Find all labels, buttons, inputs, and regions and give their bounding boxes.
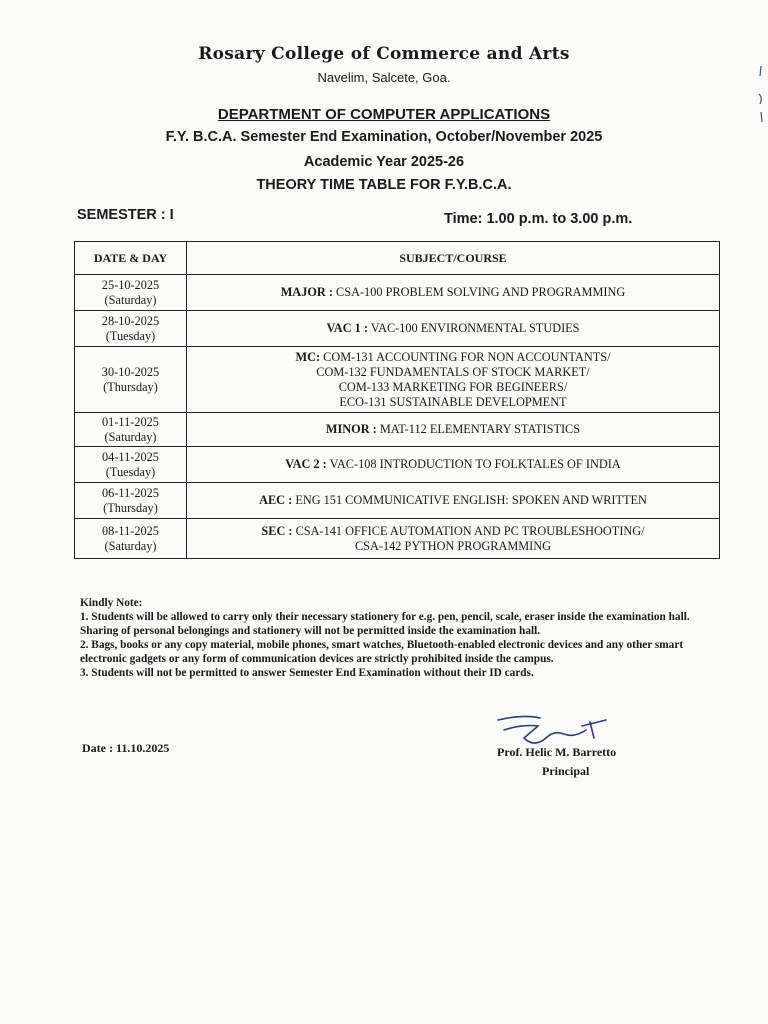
exam-time: Time: 1.00 p.m. to 3.00 p.m.: [444, 211, 633, 227]
row-date-cell: [75, 483, 187, 519]
row-subject-cell: [187, 483, 720, 519]
note-item-3: 3. Students will not be permitted to answer Semester End Examination without their ID cards.: [80, 667, 534, 679]
row-day: (Saturday): [104, 538, 157, 553]
subject-line: [190, 285, 716, 300]
header-subject: SUBJECT/COURSE: [187, 242, 720, 275]
subject-line: [190, 493, 716, 508]
subject-line: [190, 524, 716, 539]
signatory-designation: Principal: [542, 764, 590, 778]
table-row: [75, 483, 720, 519]
subject-line: [190, 395, 716, 410]
college-name: Rosary College of Commerce and Arts: [198, 44, 570, 64]
timetable-body: [75, 275, 720, 559]
row-day: (Saturday): [104, 292, 157, 307]
exam-title: F.Y. B.C.A. Semester End Examination, October/November 2025: [165, 129, 603, 145]
table-row: [75, 413, 720, 447]
course-title: ENG 151 COMMUNICATIVE ENGLISH: SPOKEN AND WRITTEN: [295, 493, 647, 507]
signatory-name: Prof. Helic M. Barretto: [497, 745, 617, 759]
course-title: COM-131 ACCOUNTING FOR NON ACCOUNTANTS/: [323, 349, 611, 364]
course-title: VAC-108 INTRODUCTION TO FOLKTALES OF INDIA: [329, 457, 621, 471]
department-title: DEPARTMENT OF COMPUTER APPLICATIONS: [217, 106, 551, 123]
course-title: MAT-112 ELEMENTARY STATISTICS: [379, 422, 581, 436]
subject-line: [190, 365, 716, 380]
note-item-1: 1. Students will be allowed to carry only their necessary stationery for e.g. pen, pencil, scale, eraser inside the examination hall. Sharing of personal belongings and stationery will not be permitted inside the examination hall.: [80, 611, 690, 637]
table-row: [75, 311, 720, 347]
row-date: 28-10-2025: [101, 313, 160, 328]
row-subject-cell: [187, 275, 720, 311]
course-title: COM-133 MARKETING FOR BEGINEERS/: [338, 379, 568, 394]
table-header-row: [75, 242, 720, 275]
row-day: (Tuesday): [105, 328, 156, 343]
subject-line: [190, 350, 716, 365]
course-title: CSA-141 OFFICE AUTOMATION AND PC TROUBLESHOOTING/: [295, 523, 645, 538]
table-row: [75, 275, 720, 311]
row-date-cell: [75, 275, 187, 311]
row-date: 06-11-2025: [102, 485, 159, 500]
header-date-day: DATE & DAY: [75, 242, 187, 275]
course-category: SEC :: [261, 523, 293, 538]
subject-line: [190, 380, 716, 395]
course-category: VAC 1 :: [326, 321, 368, 335]
subject-line: [190, 422, 716, 437]
row-date: 30-10-2025: [101, 364, 160, 379]
timetable-title: THEORY TIME TABLE FOR F.Y.B.C.A.: [256, 177, 512, 193]
course-title: COM-132 FUNDAMENTALS OF STOCK MARKET/: [316, 364, 590, 379]
row-day: (Tuesday): [105, 464, 156, 479]
timetable: [74, 241, 720, 559]
course-title: ECO-131 SUSTAINABLE DEVELOPMENT: [339, 394, 567, 409]
subject-line: [190, 321, 716, 336]
row-date-cell: [75, 347, 187, 413]
subject-line: [190, 539, 716, 554]
row-date-cell: [75, 447, 187, 483]
row-date-cell: [75, 519, 187, 559]
row-day: (Saturday): [104, 429, 157, 444]
issue-date: Date : 11.10.2025: [82, 741, 170, 755]
course-title: VAC-100 ENVIRONMENTAL STUDIES: [370, 321, 580, 335]
course-category: MAJOR :: [280, 285, 333, 299]
course-title: CSA-100 PROBLEM SOLVING AND PROGRAMMING: [336, 285, 626, 299]
margin-ink-mark-icon: [756, 64, 766, 124]
row-date-cell: [75, 311, 187, 347]
table-row: [75, 347, 720, 413]
course-category: MINOR :: [325, 422, 377, 436]
subject-line: [190, 457, 716, 472]
course-category: AEC :: [259, 493, 293, 507]
row-date: 04-11-2025: [102, 449, 159, 464]
table-row: [75, 447, 720, 483]
course-category: MC:: [295, 349, 321, 364]
row-subject-cell: [187, 413, 720, 447]
row-date-cell: [75, 413, 187, 447]
row-date: 08-11-2025: [102, 523, 159, 538]
table-row: [75, 519, 720, 559]
row-date: 25-10-2025: [101, 277, 160, 292]
row-date: 01-11-2025: [102, 414, 159, 429]
row-subject-cell: [187, 447, 720, 483]
row-day: (Thursday): [103, 500, 158, 515]
course-category: VAC 2 :: [285, 457, 327, 471]
row-subject-cell: [187, 519, 720, 559]
notes-heading: Kindly Note:: [80, 597, 143, 609]
note-item-2: 2. Bags, books or any copy material, mobile phones, smart watches, Bluetooth-enabled electronic devices and any other smart electronic gadgets or any form of communication devices are strictly prohibited inside the campus.: [80, 639, 684, 665]
course-title: CSA-142 PYTHON PROGRAMMING: [354, 538, 552, 553]
academic-year: Academic Year 2025-26: [303, 154, 465, 170]
row-subject-cell: [187, 347, 720, 413]
row-day: (Thursday): [103, 379, 158, 394]
college-address: Navelim, Salcete, Goa.: [317, 70, 451, 85]
row-subject-cell: [187, 311, 720, 347]
semester-label: SEMESTER : I: [77, 207, 174, 223]
notes-section: [80, 596, 705, 680]
